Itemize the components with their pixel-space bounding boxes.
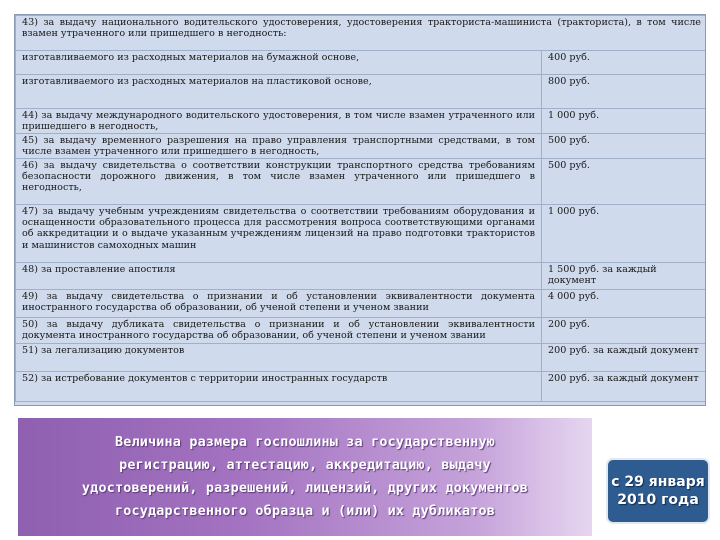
- table-row: [16, 158, 707, 204]
- table-row: [16, 343, 707, 371]
- fee-item-text: 44) за выдачу международного водительского удостоверения, в том числе взамен утраченного или пришедшего в негодность,: [16, 109, 542, 134]
- date-badge-line2: 2010 года: [617, 492, 699, 508]
- fee-item-text: изготавливаемого из расходных материалов на бумажной основе,: [16, 51, 542, 75]
- table-row: [16, 317, 707, 343]
- banner-line: регистрацию, аттестацию, аккредитацию, выдачу: [119, 458, 491, 473]
- table-row: [16, 289, 707, 317]
- fee-item-price: 500 руб.: [542, 158, 707, 204]
- table-row: [16, 262, 707, 289]
- table-row: [16, 371, 707, 401]
- fee-table-grid: [15, 15, 706, 402]
- fee-item-price: 4 000 руб.: [542, 289, 707, 317]
- fee-table: [14, 14, 706, 406]
- fee-item-price: 500 руб.: [542, 133, 707, 158]
- fee-item-price: 800 руб.: [542, 75, 707, 109]
- table-row: [16, 109, 707, 134]
- fee-item-text: 46) за выдачу свидетельства о соответствии конструкции транспортного средства требованиям безопасности дорожного движения, в том числе взамен утраченного или пришедшего в негодность,: [16, 158, 542, 204]
- date-badge-line1: с 29 января: [611, 474, 705, 490]
- fee-item-price: 400 руб.: [542, 51, 707, 75]
- table-row: [16, 51, 707, 75]
- table-row: [16, 75, 707, 109]
- fee-item-text: 52) за истребование документов с территории иностранных государств: [16, 371, 542, 401]
- table-row: [16, 133, 707, 158]
- banner-line: государственного образца и (или) их дубликатов: [114, 504, 496, 519]
- fee-item-text: 48) за проставление апостиля: [16, 262, 542, 289]
- banner-line: Величина размера госпошлины за государственную: [114, 435, 496, 450]
- banner-text: [82, 431, 528, 523]
- fee-item-43-heading: 43) за выдачу национального водительского удостоверения, удостоверения тракториста-машиниста (тракториста), в том числе взамен утраченного или пришедшего в негодность:: [16, 16, 707, 51]
- banner-line: удостоверений, разрешений, лицензий, других документов: [81, 481, 529, 496]
- fee-item-price: 200 руб. за каждый документ: [542, 343, 707, 371]
- fee-item-text: 51) за легализацию документов: [16, 343, 542, 371]
- table-row: [16, 204, 707, 262]
- fee-item-text: 45) за выдачу временного разрешения на право управления транспортными средствами, в том числе взамен утраченного или пришедшего в негодность,: [16, 133, 542, 158]
- fee-item-text: 49) за выдачу свидетельства о признании и об установлении эквивалентности документа иностранного государства об образовании, об ученой степени и ученом звании: [16, 289, 542, 317]
- fee-item-price: 1 000 руб.: [542, 204, 707, 262]
- fee-item-text: 47) за выдачу учебным учреждениям свидетельства о соответствии требованиям оборудования и оснащенности образовательного процесса для рассмотрения вопроса соответствующими органами об аккредитации и о выдаче указанным учреждениям лицензий на право подготовки трактористов и машинистов самоходных машин: [16, 204, 542, 262]
- fee-item-text: 50) за выдачу дубликата свидетельства о признании и об установлении эквивалентности документа иностранного государства об образовании, об ученой степени и ученом звании: [16, 317, 542, 343]
- fee-item-price: 200 руб.: [542, 317, 707, 343]
- fee-item-price: 200 руб. за каждый документ: [542, 371, 707, 401]
- table-row: [16, 16, 707, 51]
- date-badge: [606, 458, 710, 524]
- fee-item-price: 1 500 руб. за каждый документ: [542, 262, 707, 289]
- fee-title-banner: [18, 418, 592, 536]
- fee-item-text: изготавливаемого из расходных материалов на пластиковой основе,: [16, 75, 542, 109]
- fee-item-price: 1 000 руб.: [542, 109, 707, 134]
